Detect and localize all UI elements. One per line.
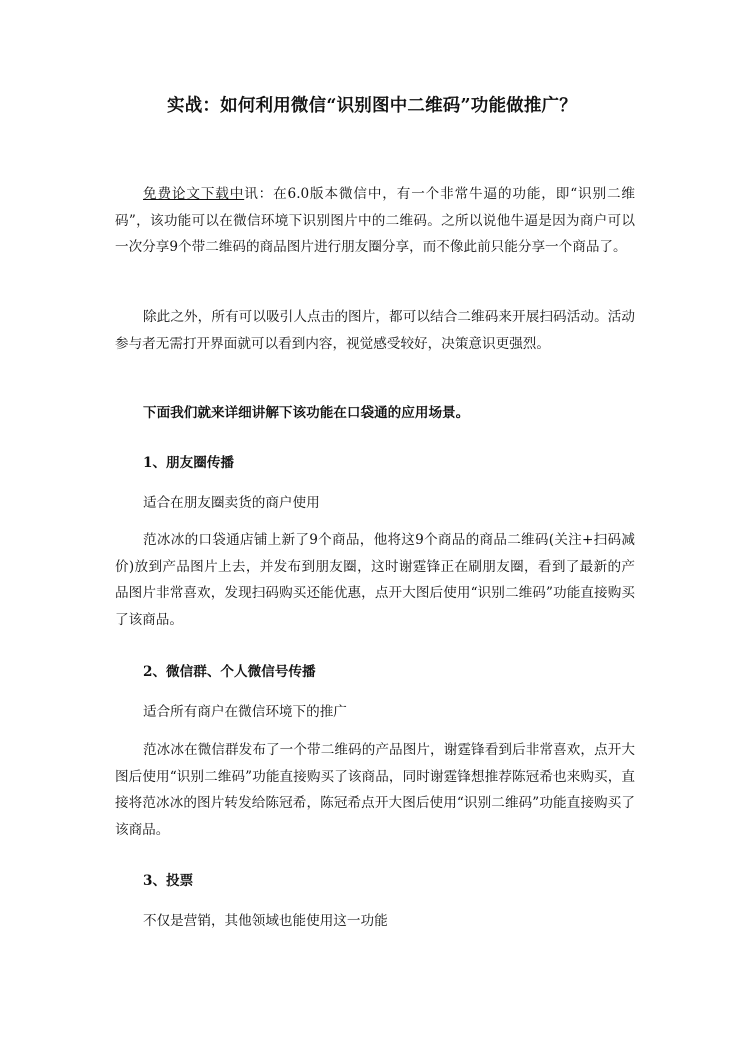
section-3-heading: 3、投票	[143, 873, 194, 889]
intro-paragraph	[115, 181, 635, 261]
intro-text: 讯：在6.0版本微信中，有一个非常牛逼的功能，即“识别二维码”，该功能可以在微信环境下识别图片中的二维码。之所以说他牛逼是因为商户可以一次分享9个带二维码的商品图片进行朋友圈分享，而不像此前只能分享一个商品了。	[115, 186, 635, 255]
section-2-heading: 2、微信群、个人微信号传播	[143, 664, 316, 680]
lead-heading: 下面我们就来详细讲解下该功能在口袋通的应用场景。	[143, 405, 470, 421]
section-3-subtitle: 不仅是营销，其他领域也能使用这一功能	[143, 913, 388, 929]
source-link[interactable]: 免费论文下载中	[143, 186, 245, 202]
section-1-heading: 1、朋友圈传播	[143, 455, 235, 471]
page-title: 实战：如何利用微信“识别图中二维码”功能做推广？	[167, 96, 577, 116]
paragraph-2: 除此之外，所有可以吸引人点击的图片，都可以结合二维码来开展扫码活动。活动参与者无需打开界面就可以看到内容，视觉感受较好，决策意识更强烈。	[115, 309, 635, 352]
section-1-body: 范冰冰的口袋通店铺上新了9个商品，他将这9个商品的商品二维码(关注+扫码减价)放到产品图片上去，并发布到朋友圈，这时谢霆锋正在刷朋友圈，看到了最新的产品图片非常喜欢，发现扫码购买还能优惠，点开大图后使用“识别二维码”功能直接购买了该商品。	[115, 532, 635, 628]
section-2-subtitle: 适合所有商户在微信环境下的推广	[143, 704, 347, 720]
section-2-body: 范冰冰在微信群发布了一个带二维码的产品图片，谢霆锋看到后非常喜欢，点开大图后使用“识别二维码”功能直接购买了该商品，同时谢霆锋想推荐陈冠希也来购买，直接将范冰冰的图片转发给陈冠希，陈冠希点开大图后使用“识别二维码”功能直接购买了该商品。	[115, 742, 635, 838]
section-1-subtitle: 适合在朋友圈卖货的商户使用	[143, 495, 320, 511]
